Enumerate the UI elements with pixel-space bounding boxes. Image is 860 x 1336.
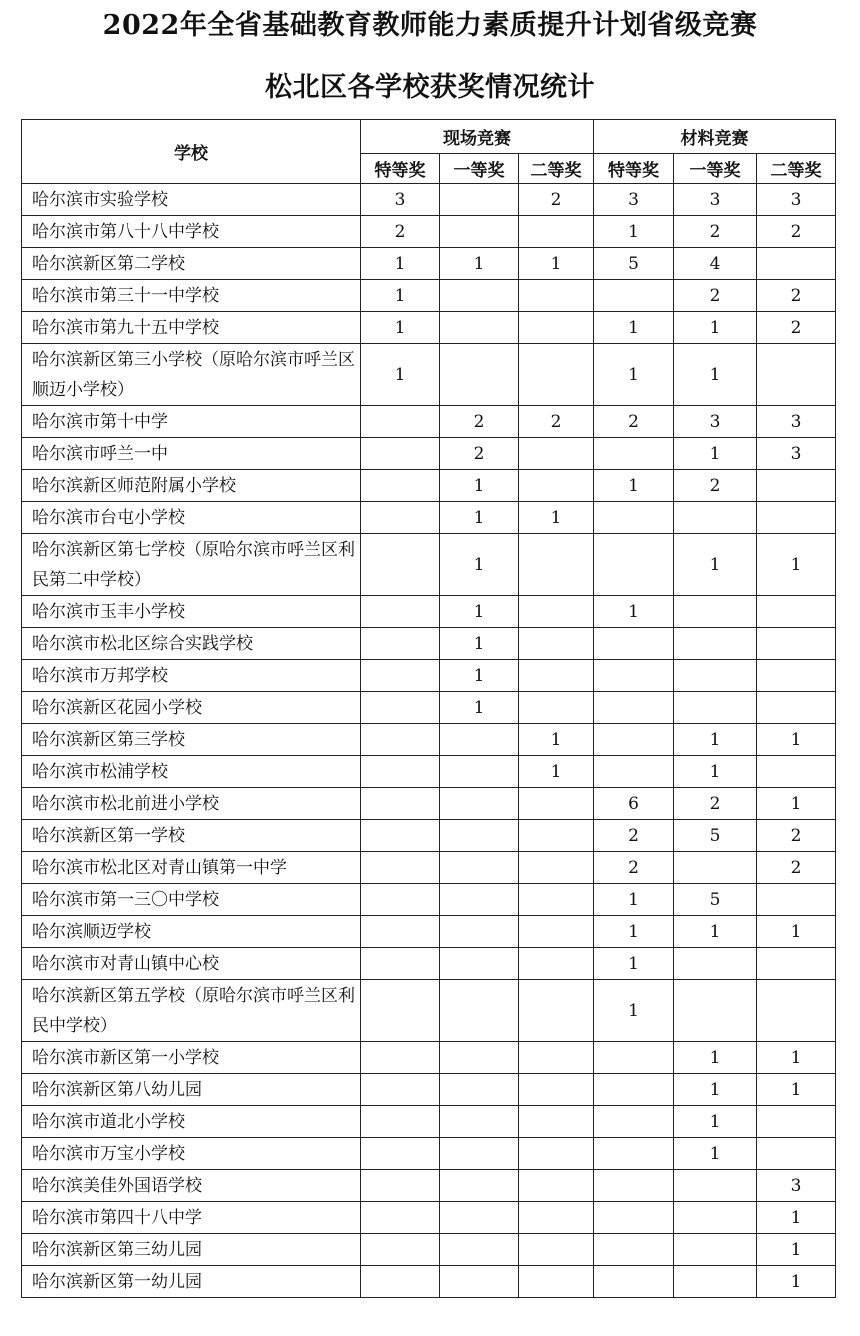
count-material-special: 6 xyxy=(594,788,674,820)
count-material-second xyxy=(757,344,836,406)
table-row xyxy=(22,788,836,820)
school-name: 哈尔滨市松浦学校 xyxy=(22,756,361,788)
count-material-second: 3 xyxy=(757,184,836,216)
count-onsite-first xyxy=(440,852,519,884)
count-material-first: 5 xyxy=(674,820,757,852)
table-row xyxy=(22,438,836,470)
school-name: 哈尔滨市万宝小学校 xyxy=(22,1138,361,1170)
header-material-first: 一等奖 xyxy=(674,154,757,184)
count-material-first: 1 xyxy=(674,438,757,470)
count-onsite-first: 1 xyxy=(440,470,519,502)
count-onsite-first xyxy=(440,1170,519,1202)
school-name: 哈尔滨新区师范附属小学校 xyxy=(22,470,361,502)
table-row xyxy=(22,916,836,948)
count-onsite-second xyxy=(519,216,594,248)
count-material-first xyxy=(674,502,757,534)
count-onsite-second xyxy=(519,820,594,852)
count-onsite-first: 1 xyxy=(440,502,519,534)
count-material-first xyxy=(674,948,757,980)
school-name: 哈尔滨市第四十八中学 xyxy=(22,1202,361,1234)
count-onsite-special xyxy=(361,916,440,948)
count-onsite-special xyxy=(361,1106,440,1138)
count-onsite-first xyxy=(440,1202,519,1234)
school-name: 哈尔滨新区第三幼儿园 xyxy=(22,1234,361,1266)
count-material-first: 1 xyxy=(674,534,757,596)
count-material-special: 2 xyxy=(594,820,674,852)
school-name: 哈尔滨新区第七学校（原哈尔滨市呼兰区利民第二中学校） xyxy=(22,534,361,596)
count-material-first xyxy=(674,596,757,628)
count-material-special xyxy=(594,438,674,470)
count-onsite-special xyxy=(361,534,440,596)
count-onsite-special xyxy=(361,756,440,788)
table-row xyxy=(22,344,836,406)
school-name: 哈尔滨新区第五学校（原哈尔滨市呼兰区利民中学校） xyxy=(22,980,361,1042)
count-material-special: 5 xyxy=(594,248,674,280)
count-onsite-second xyxy=(519,1266,594,1298)
count-material-first: 2 xyxy=(674,788,757,820)
table-row xyxy=(22,596,836,628)
header-onsite-special: 特等奖 xyxy=(361,154,440,184)
count-material-special xyxy=(594,534,674,596)
school-name: 哈尔滨新区第一学校 xyxy=(22,820,361,852)
count-onsite-first xyxy=(440,884,519,916)
count-material-special xyxy=(594,756,674,788)
count-material-first xyxy=(674,980,757,1042)
count-material-second xyxy=(757,980,836,1042)
count-onsite-special xyxy=(361,1234,440,1266)
count-material-second: 1 xyxy=(757,1266,836,1298)
count-onsite-special xyxy=(361,1138,440,1170)
count-material-first xyxy=(674,692,757,724)
count-onsite-first xyxy=(440,980,519,1042)
count-material-first xyxy=(674,1170,757,1202)
table-row xyxy=(22,1042,836,1074)
count-onsite-second xyxy=(519,1170,594,1202)
count-onsite-special xyxy=(361,1170,440,1202)
count-onsite-special: 2 xyxy=(361,216,440,248)
count-onsite-first xyxy=(440,312,519,344)
count-onsite-first xyxy=(440,1266,519,1298)
count-onsite-first xyxy=(440,344,519,406)
header-school: 学校 xyxy=(22,120,361,184)
count-onsite-first xyxy=(440,948,519,980)
count-material-second xyxy=(757,884,836,916)
count-onsite-special xyxy=(361,406,440,438)
count-onsite-first xyxy=(440,1138,519,1170)
count-material-special xyxy=(594,660,674,692)
school-name: 哈尔滨市第九十五中学校 xyxy=(22,312,361,344)
count-onsite-first xyxy=(440,1074,519,1106)
count-onsite-special xyxy=(361,724,440,756)
table-row xyxy=(22,1266,836,1298)
count-material-second xyxy=(757,470,836,502)
school-name: 哈尔滨新区第三小学校（原哈尔滨市呼兰区顺迈小学校） xyxy=(22,344,361,406)
table-body xyxy=(22,184,836,1298)
count-material-first: 5 xyxy=(674,884,757,916)
school-name: 哈尔滨新区第一幼儿园 xyxy=(22,1266,361,1298)
count-onsite-special xyxy=(361,502,440,534)
table-row xyxy=(22,724,836,756)
count-material-first xyxy=(674,660,757,692)
count-material-first: 1 xyxy=(674,312,757,344)
count-onsite-first xyxy=(440,1106,519,1138)
count-material-second: 1 xyxy=(757,788,836,820)
count-material-special xyxy=(594,1234,674,1266)
count-material-special: 1 xyxy=(594,216,674,248)
count-onsite-first xyxy=(440,788,519,820)
count-material-first xyxy=(674,852,757,884)
count-material-special: 1 xyxy=(594,344,674,406)
count-onsite-special xyxy=(361,852,440,884)
count-material-special: 1 xyxy=(594,884,674,916)
count-material-second: 1 xyxy=(757,534,836,596)
table-row xyxy=(22,692,836,724)
count-material-special: 3 xyxy=(594,184,674,216)
header-onsite-competition: 现场竞赛 xyxy=(361,120,594,154)
count-onsite-special xyxy=(361,628,440,660)
table-row xyxy=(22,820,836,852)
school-name: 哈尔滨顺迈学校 xyxy=(22,916,361,948)
count-onsite-first xyxy=(440,724,519,756)
count-material-special: 1 xyxy=(594,470,674,502)
school-name: 哈尔滨市第十中学 xyxy=(22,406,361,438)
count-onsite-second: 2 xyxy=(519,184,594,216)
count-onsite-second xyxy=(519,596,594,628)
table-row xyxy=(22,852,836,884)
count-onsite-special: 1 xyxy=(361,280,440,312)
count-onsite-first xyxy=(440,916,519,948)
count-material-second: 2 xyxy=(757,852,836,884)
count-material-special xyxy=(594,1266,674,1298)
school-name: 哈尔滨新区第二学校 xyxy=(22,248,361,280)
count-onsite-second xyxy=(519,438,594,470)
count-material-first: 2 xyxy=(674,216,757,248)
count-onsite-second xyxy=(519,344,594,406)
count-material-special xyxy=(594,502,674,534)
count-onsite-special xyxy=(361,948,440,980)
count-material-first: 3 xyxy=(674,184,757,216)
header-material-second: 二等奖 xyxy=(757,154,836,184)
count-material-second xyxy=(757,948,836,980)
header-onsite-second: 二等奖 xyxy=(519,154,594,184)
count-onsite-first: 1 xyxy=(440,596,519,628)
table-row xyxy=(22,948,836,980)
count-material-second xyxy=(757,1106,836,1138)
count-material-first: 3 xyxy=(674,406,757,438)
count-onsite-special xyxy=(361,660,440,692)
count-onsite-special xyxy=(361,596,440,628)
count-onsite-first: 2 xyxy=(440,406,519,438)
school-name: 哈尔滨市实验学校 xyxy=(22,184,361,216)
header-material-competition: 材料竞赛 xyxy=(594,120,836,154)
table-row xyxy=(22,1170,836,1202)
count-onsite-first xyxy=(440,184,519,216)
table-row xyxy=(22,1234,836,1266)
count-material-second: 2 xyxy=(757,820,836,852)
count-onsite-special xyxy=(361,980,440,1042)
count-material-first: 1 xyxy=(674,1106,757,1138)
count-material-second: 1 xyxy=(757,916,836,948)
page-title: 2022年全省基础教育教师能力素质提升计划省级竞赛 xyxy=(102,10,758,41)
count-material-special: 1 xyxy=(594,916,674,948)
count-material-second: 1 xyxy=(757,1074,836,1106)
count-onsite-special: 1 xyxy=(361,248,440,280)
count-onsite-special xyxy=(361,1202,440,1234)
count-onsite-second: 1 xyxy=(519,724,594,756)
count-onsite-second xyxy=(519,948,594,980)
count-onsite-second xyxy=(519,980,594,1042)
count-material-second xyxy=(757,248,836,280)
count-material-first: 1 xyxy=(674,1074,757,1106)
count-onsite-second xyxy=(519,534,594,596)
school-name: 哈尔滨市松北前进小学校 xyxy=(22,788,361,820)
page-subtitle: 松北区各学校获奖情况统计 xyxy=(265,72,595,103)
table-row xyxy=(22,1138,836,1170)
count-onsite-second xyxy=(519,470,594,502)
count-material-first xyxy=(674,628,757,660)
count-material-second xyxy=(757,502,836,534)
count-material-special xyxy=(594,724,674,756)
count-onsite-special xyxy=(361,788,440,820)
count-onsite-second: 1 xyxy=(519,756,594,788)
count-onsite-second xyxy=(519,1138,594,1170)
count-material-second xyxy=(757,660,836,692)
count-material-second: 2 xyxy=(757,216,836,248)
school-name: 哈尔滨市万邦学校 xyxy=(22,660,361,692)
count-onsite-first xyxy=(440,1042,519,1074)
count-onsite-special xyxy=(361,1042,440,1074)
count-onsite-second: 1 xyxy=(519,248,594,280)
count-material-second: 1 xyxy=(757,1234,836,1266)
school-name: 哈尔滨新区第八幼儿园 xyxy=(22,1074,361,1106)
count-onsite-second xyxy=(519,1042,594,1074)
school-name: 哈尔滨市松北区对青山镇第一中学 xyxy=(22,852,361,884)
count-onsite-first: 1 xyxy=(440,628,519,660)
table-row xyxy=(22,534,836,596)
table-row xyxy=(22,406,836,438)
count-onsite-first xyxy=(440,1234,519,1266)
count-onsite-special xyxy=(361,692,440,724)
count-onsite-second xyxy=(519,1234,594,1266)
count-material-first: 1 xyxy=(674,1138,757,1170)
table-row xyxy=(22,660,836,692)
count-onsite-special xyxy=(361,1266,440,1298)
count-material-special xyxy=(594,1074,674,1106)
awards-table xyxy=(21,119,836,1298)
count-material-first: 1 xyxy=(674,916,757,948)
count-material-special: 1 xyxy=(594,980,674,1042)
count-material-special: 2 xyxy=(594,406,674,438)
count-onsite-second: 2 xyxy=(519,406,594,438)
table-row xyxy=(22,248,836,280)
school-name: 哈尔滨美佳外国语学校 xyxy=(22,1170,361,1202)
count-material-second xyxy=(757,756,836,788)
count-material-second xyxy=(757,692,836,724)
count-material-first xyxy=(674,1234,757,1266)
count-material-first: 1 xyxy=(674,724,757,756)
count-material-special xyxy=(594,1202,674,1234)
count-material-second: 1 xyxy=(757,1202,836,1234)
school-name: 哈尔滨市对青山镇中心校 xyxy=(22,948,361,980)
count-material-second xyxy=(757,628,836,660)
count-onsite-second xyxy=(519,1074,594,1106)
count-material-second: 2 xyxy=(757,280,836,312)
count-onsite-first: 1 xyxy=(440,692,519,724)
count-material-special: 1 xyxy=(594,948,674,980)
count-material-first xyxy=(674,1266,757,1298)
count-material-first: 1 xyxy=(674,756,757,788)
count-onsite-second xyxy=(519,916,594,948)
count-onsite-second xyxy=(519,692,594,724)
count-onsite-second xyxy=(519,884,594,916)
count-material-second: 3 xyxy=(757,438,836,470)
table-row xyxy=(22,312,836,344)
school-name: 哈尔滨市第一三〇中学校 xyxy=(22,884,361,916)
count-material-second: 1 xyxy=(757,1042,836,1074)
count-material-first: 4 xyxy=(674,248,757,280)
count-onsite-second xyxy=(519,788,594,820)
school-name: 哈尔滨市新区第一小学校 xyxy=(22,1042,361,1074)
count-onsite-special: 3 xyxy=(361,184,440,216)
school-name: 哈尔滨市玉丰小学校 xyxy=(22,596,361,628)
count-onsite-second xyxy=(519,660,594,692)
count-material-first: 1 xyxy=(674,1042,757,1074)
table-row xyxy=(22,1202,836,1234)
count-material-special xyxy=(594,1138,674,1170)
count-material-second: 3 xyxy=(757,1170,836,1202)
school-name: 哈尔滨市道北小学校 xyxy=(22,1106,361,1138)
table-row xyxy=(22,470,836,502)
count-material-second: 3 xyxy=(757,406,836,438)
count-material-special: 1 xyxy=(594,312,674,344)
school-name: 哈尔滨市第三十一中学校 xyxy=(22,280,361,312)
table-row xyxy=(22,184,836,216)
table-row xyxy=(22,756,836,788)
school-name: 哈尔滨市台屯小学校 xyxy=(22,502,361,534)
table-row xyxy=(22,1106,836,1138)
count-material-first: 2 xyxy=(674,280,757,312)
count-onsite-second: 1 xyxy=(519,502,594,534)
count-material-special xyxy=(594,692,674,724)
count-onsite-first xyxy=(440,820,519,852)
count-onsite-special xyxy=(361,884,440,916)
count-material-first xyxy=(674,1202,757,1234)
count-material-special xyxy=(594,280,674,312)
count-onsite-first: 1 xyxy=(440,660,519,692)
count-onsite-second xyxy=(519,280,594,312)
table-row xyxy=(22,980,836,1042)
count-material-special xyxy=(594,628,674,660)
count-onsite-first xyxy=(440,216,519,248)
count-onsite-special xyxy=(361,820,440,852)
table-row xyxy=(22,502,836,534)
count-material-special xyxy=(594,1106,674,1138)
count-material-second xyxy=(757,596,836,628)
count-material-special: 1 xyxy=(594,596,674,628)
school-name: 哈尔滨市松北区综合实践学校 xyxy=(22,628,361,660)
count-material-second xyxy=(757,1138,836,1170)
school-name: 哈尔滨市呼兰一中 xyxy=(22,438,361,470)
count-material-special xyxy=(594,1042,674,1074)
header-onsite-first: 一等奖 xyxy=(440,154,519,184)
count-material-special: 2 xyxy=(594,852,674,884)
count-onsite-special: 1 xyxy=(361,312,440,344)
count-material-special xyxy=(594,1170,674,1202)
count-onsite-second xyxy=(519,1106,594,1138)
count-onsite-second xyxy=(519,312,594,344)
count-onsite-first: 1 xyxy=(440,248,519,280)
count-material-first: 1 xyxy=(674,344,757,406)
header-material-special: 特等奖 xyxy=(594,154,674,184)
table-row xyxy=(22,216,836,248)
count-material-first: 2 xyxy=(674,470,757,502)
table-row xyxy=(22,280,836,312)
count-material-second: 1 xyxy=(757,724,836,756)
table-row xyxy=(22,1074,836,1106)
count-material-second: 2 xyxy=(757,312,836,344)
count-onsite-first xyxy=(440,756,519,788)
table-row xyxy=(22,628,836,660)
school-name: 哈尔滨新区第三学校 xyxy=(22,724,361,756)
count-onsite-special xyxy=(361,1074,440,1106)
count-onsite-first: 1 xyxy=(440,534,519,596)
table-row xyxy=(22,884,836,916)
count-onsite-first: 2 xyxy=(440,438,519,470)
count-onsite-special xyxy=(361,470,440,502)
school-name: 哈尔滨新区花园小学校 xyxy=(22,692,361,724)
count-onsite-second xyxy=(519,1202,594,1234)
school-name: 哈尔滨市第八十八中学校 xyxy=(22,216,361,248)
count-onsite-special xyxy=(361,438,440,470)
count-onsite-special: 1 xyxy=(361,344,440,406)
count-onsite-second xyxy=(519,852,594,884)
count-onsite-second xyxy=(519,628,594,660)
count-onsite-first xyxy=(440,280,519,312)
